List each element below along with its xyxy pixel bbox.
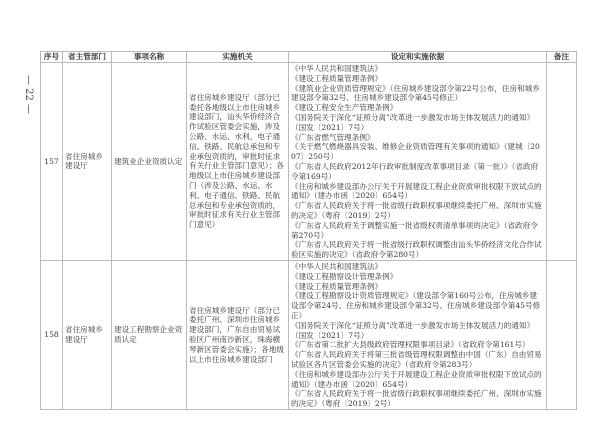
basis-cell [289,63,547,261]
basis-item: 《建设工程勘察设计管理条例》 [291,271,398,281]
row-number: 158 [41,260,63,409]
basis-item: 《关于燃气燃烧器具安装、维修企业资质管理有关事项的通知》（建城〔2007〕250号） [291,142,540,162]
header-basis: 设定和实施依据 [289,52,547,63]
basis-item: 《广东省燃气管理条例》 [291,132,375,142]
header-no: 序号 [41,52,63,63]
note-cell [547,63,577,261]
basis-item: 《建设工程质量管理条例》 [291,281,383,291]
basis-item: 《建设工程质量管理条例》 [291,73,383,83]
header-note: 备注 [547,52,577,63]
agency-cell: 省住房城乡建设厅（部分已委托各地级以上市住房城乡建设部门，汕头华侨经济合作试验区管委会实施，涉及公路、水运、水利、电子通信、铁路、民航总承包和专业承包资质的，审批时征求有关行业主管部门意见）；各地级以上市住房城乡建设部门（涉及公路、水运、水利、电子通信、铁路、民航总承包和专业承包资质的，审批时征求有关行业主管部门意见） [187,63,289,261]
table-header-row [41,52,577,63]
basis-item: 《广东省人民政府关于将一批省级行政职权事项继续委托广州、深圳市实施的决定》（粤府〔2019〕2号） [291,389,542,409]
basis-item: 《中华人民共和国建筑法》 [291,64,383,73]
basis-item: 《广东省人民政府关于调整实施一批省级权责清单事项的决定》（省政府令第270号） [291,220,538,240]
basis-item: 《广东省人民政府2012年行政审批制度改革事项目录（第一批）》（省政府令第169号） [291,161,539,181]
item-name-cell: 建筑业企业资质认定 [112,63,187,261]
agency-cell: 省住房城乡建设厅（部分已委托广州、深圳市住房城乡建设部门，广东自由贸易试验区广州南沙新区，珠海横琴新区管委会实施）；各地级以上市住房城乡建设部门 [187,260,289,409]
basis-item: 《中华人民共和国建筑法》 [291,261,383,271]
page-number: — 22 — [23,74,35,114]
basis-item: 《建设工程勘察设计资质管理规定》（建设部令第160号公布，住房城乡建设部令第24号、住房和城乡建设部令第32号、住房城乡建设部令第45号修正） [291,291,541,320]
basis-cell [289,260,547,409]
header-agency: 实施机关 [187,52,289,63]
header-dept: 省主管部门 [63,52,112,63]
note-cell [547,260,577,409]
basis-item: 《住房和城乡建设部办公厅关于开展建设工程企业资质审批权限下放试点的通知》（建办市函〔2020〕654号） [291,181,542,201]
department-cell: 省住房城乡建设厅 [63,63,112,261]
row-number: 157 [41,63,63,261]
basis-item: 《广东省第二批扩大县级政府管理权限事项目录》（省政府令第161号） [291,340,530,350]
header-item: 事项名称 [112,52,187,63]
basis-item: 《广东省人民政府关于将一批省级行政职权事项继续委托广州、深圳市实施的决定》（粤府〔2019〕2号） [291,201,542,220]
table-row [41,260,577,409]
basis-item: 《住房和城乡建设部办公厅关于开展建设工程企业资质审批权限下放试点的通知》（建办市函〔2020〕654号） [291,369,542,389]
table-row [41,63,577,261]
basis-item: 《广东省人民政府关于将第三批省级管理权限调整由中国（广东）自由贸易试验区各片区管委会实施的决定》（省政府令第283号） [291,350,542,369]
basis-item: 《建筑业企业资质管理规定》（住房城乡建设部令第22号公布，住房和城乡建设部令第32号、住房城乡建设部令第45号修正） [291,83,540,103]
department-cell: 省住房城乡建设厅 [63,260,112,409]
basis-item: 《建设工程安全生产管理条例》 [291,103,398,113]
administrative-items-table [40,51,577,410]
basis-item: 《广东省人民政府关于将一批省级行政职权调整由汕头华侨经济文化合作试验区实施的决定》（省政府令第280号） [291,240,542,260]
item-name-cell: 建设工程勘察企业资质认定 [112,260,187,409]
basis-item: 《国务院关于深化“证照分离”改革进一步激发市场主体发展活力的通知》（国发〔2021〕7号） [291,320,535,340]
basis-item: 《国务院关于深化“证照分离”改革进一步激发市场主体发展活力的通知》（国发〔2021〕7号） [291,112,535,132]
